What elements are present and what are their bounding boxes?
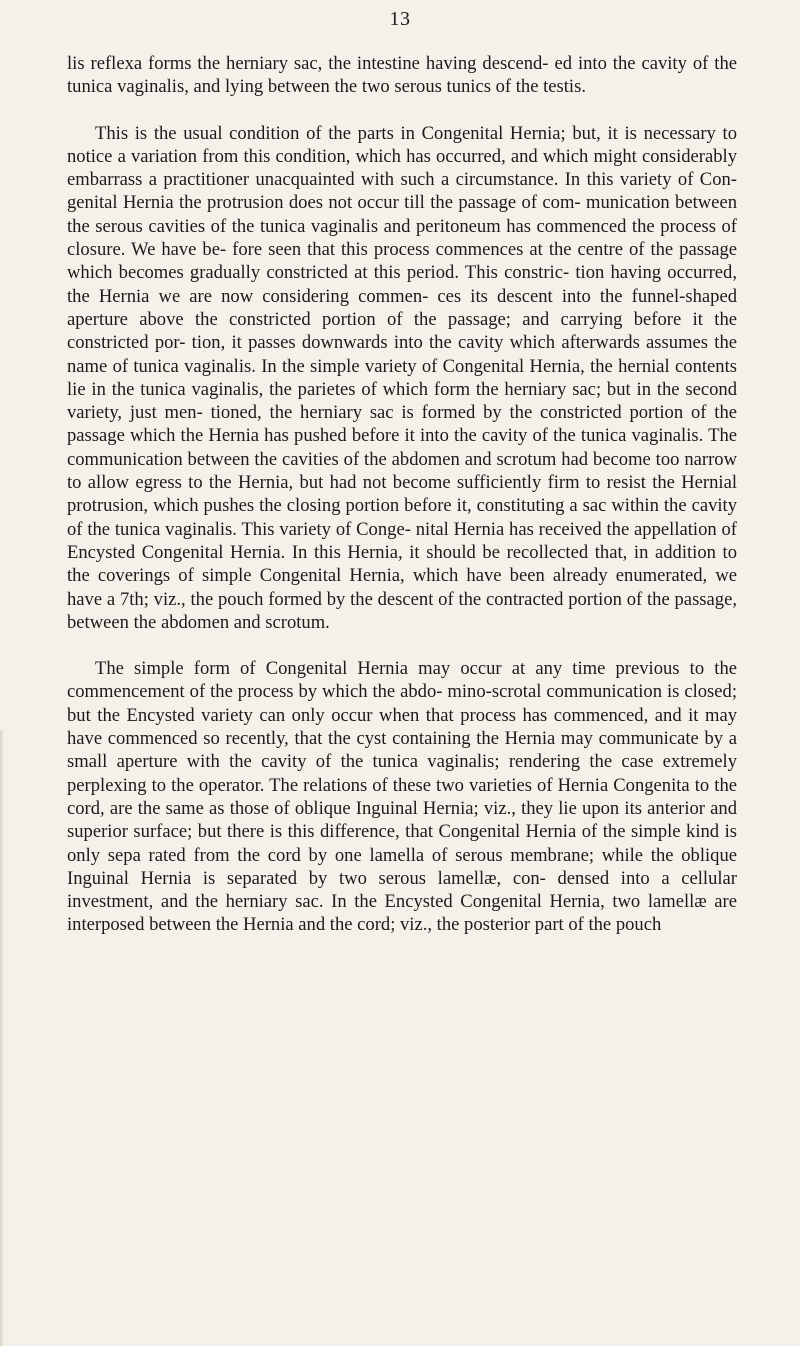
paragraph-simple-form: The simple form of Congenital Hernia may occur at any time previous to the commencement of the process by which the abdo- mino-scrotal communication is closed; but the Encysted variety can only occur when that process has commenced, and it may have commenced so recently, that the cyst containing the Hernia may communicate by a small aperture with the cavity of the tunica vaginalis; rendering the case extremely perplexing to the operator. The relations of these two varieties of Hernia Congenita to the cord, are the same as those of oblique Inguinal Hernia; viz., they lie upon its anterior and superior surface; but there is this difference, that Congenital Hernia of the simple kind is only sepa rated from the cord by one lamella of serous membrane; while the oblique Inguinal Hernia is separated by two serous lamellæ, con- densed into a cellular investment, and the herniary sac. In the Encysted Congenital Hernia, two lamellæ are interposed between the Hernia and the cord; viz., the posterior part of the pouch bbox=[67, 658, 737, 936]
body-text bbox=[67, 52, 737, 937]
paragraph-usual-condition: This is the usual condition of the parts in Congenital Hernia; but, it is necessary to notice a variation from this condition, which has occurred, and which might considerably embarrass a practitioner unacquainted with such a circumstance. In this variety of Con- genital Hernia the protrusion does not occur till the passage of com- munication between the serous cavities of the tunica vaginalis and peritoneum has commenced the process of closure. We have be- fore seen that this process commences at the centre of the passage which becomes gradually constricted at this period. This constric- tion having occurred, the Hernia we are now considering commen- ces its descent into the funnel-shaped aperture above the constricted portion of the passage; and carrying before it the constricted por- tion, it passes downwards into the cavity which afterwards assumes the name of tunica vaginalis. In the simple variety of Congenital Hernia, the hernial contents lie in the tunica vaginalis, the parietes of which form the herniary sac; but in the second variety, just men- tioned, the herniary sac is formed by the constricted portion of the passage which the Hernia has pushed before it into the cavity of the tunica vaginalis. The communication between the cavities of the abdomen and scrotum had become too narrow to allow egress to the Hernia, but had not become sufficiently firm to resist the Hernial protrusion, which pushes the closing portion before it, constituting a sac within the cavity of the tunica vaginalis. This variety of Conge- nital Hernia has received the appellation of Encysted Congenital Hernia. In this Hernia, it should be recollected that, in addition to the coverings of simple Congenital Hernia, which have been already enumerated, we have a 7th; viz., the pouch formed by the descent of the contracted portion of the passage, between the abdomen and scrotum. bbox=[67, 122, 737, 633]
paragraph-continuation: lis reflexa forms the herniary sac, the intestine having descend- ed into the cavity of the tunica vaginalis, and lying between the two serous tunics of the testis. bbox=[67, 53, 737, 98]
page-edge-shadow bbox=[0, 730, 4, 1346]
page-number: 13 bbox=[389, 8, 411, 30]
